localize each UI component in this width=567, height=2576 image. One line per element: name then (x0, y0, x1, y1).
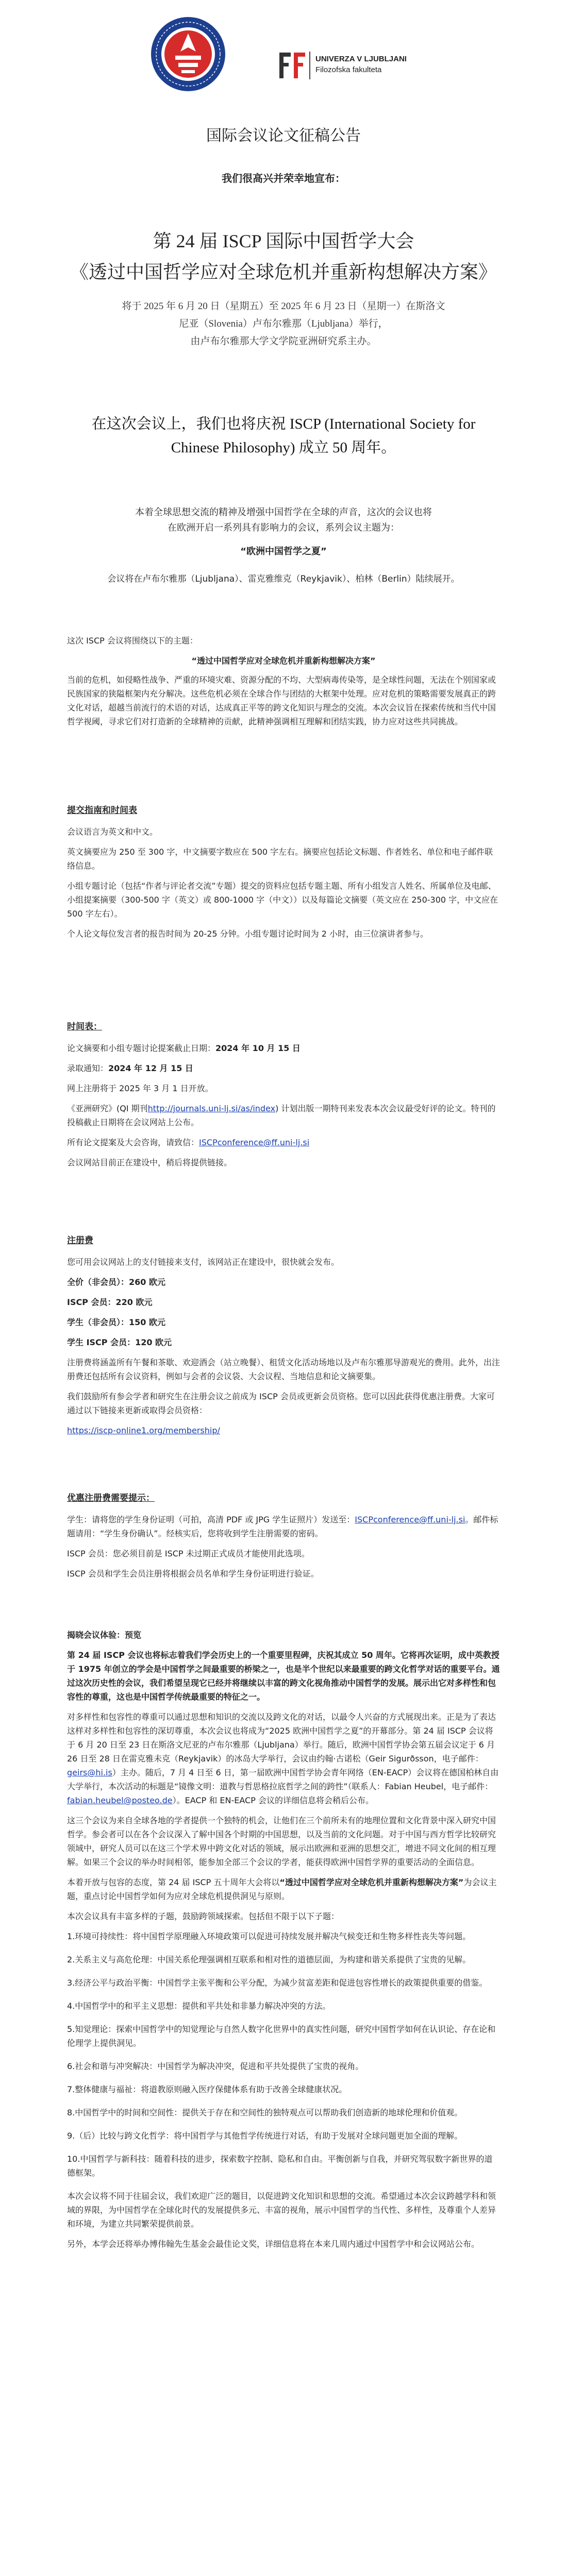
submit-prefix: 所有论文提案及大会咨询，请致信： (67, 1138, 199, 1147)
intro-line: 本着全球思想交流的精神及增强中国哲学在全球的声音，这次的会议也将 (135, 507, 432, 518)
website-note: 会议网站目前正在建设中，稍后将提供链接。 (67, 1158, 232, 1167)
student-email-link[interactable]: ISCPconference@ff.uni-lj.si (355, 1515, 465, 1524)
intro-line: 在欧洲开启一系列具有影响力的会议，系列会议主题为： (168, 522, 399, 533)
conference-title-line1: 第 24 届 ISCP 国际中国哲学大会 (153, 231, 414, 251)
submit-contact (67, 1136, 500, 1149)
conference-theme: “透过中国哲学应对全球危机并重新构想解决方案” (191, 656, 376, 666)
submit-email-link[interactable]: ISCPconference@ff.uni-lj.si (199, 1138, 310, 1147)
para3-text: 为会议主题，重点讨论中国哲学如何为应对全球危机提供洞见与原则。 (67, 1877, 497, 1901)
para1-text: ）。EACP 和 EN-EACP 会议的详细信息将会稍后公布。 (172, 1795, 374, 1805)
submission-language: 会议语言为英文和中文。 (67, 827, 158, 837)
para1-text: ）主办。随后，7 月 4 日至 6 日，第一届欧洲中国哲学协会青年网络（EN-EACP）会议将在德国柏林自由大学举行，本次活动的标题是“镜像文明：道教与哲思格拉底哲学之间的跨性”（联系人：Fabian Heubel，电子邮件： (67, 1768, 499, 1791)
deadline-row (67, 1041, 500, 1055)
list-item: 4.中国哲学中的和平主义思想：提供和平共处和非暴力解决冲突的方法。 (67, 2001, 331, 2011)
preview-heading: 揭晓会议体验：预览 (67, 1630, 142, 1640)
schedule-heading: 时间表： (67, 1022, 102, 1032)
announcement-title: 国际会议论文征稿公告 (206, 127, 361, 144)
dates-line: 将于 2025 年 6 月 20 日（星期五）至 2025 年 6 月 23 日（星期一）在斯洛文 (122, 301, 445, 312)
university-name: UNIVERZA V LJUBLJANI (315, 55, 407, 63)
fees-section (67, 1234, 500, 1444)
series-cities: 会议将在卢布尔雅那（Ljubljana）、雷克雅维克（Reykjavik）、柏林（Berlin）陆续展开。 (107, 574, 460, 584)
fees-heading: 注册费 (67, 1235, 93, 1246)
list-item: 8.中国哲学中的时间和空间性：提供关于存在和空间性的独特观点可以帮助我们创造新的地球伦理和价值观。 (67, 2108, 463, 2117)
society-seal-logo (149, 15, 227, 93)
deadline-value: 2024 年 10 月 15 日 (215, 1043, 301, 1053)
submission-guidelines (67, 804, 500, 947)
theme-lead: 这次 ISCP 会议将围绕以下的主题： (67, 636, 198, 646)
faculty-name: Filozofska fakulteta (315, 65, 382, 74)
dates-line: 由卢布尔雅那大学文学院亚洲研究系主办。 (190, 336, 377, 347)
discount-section (67, 1492, 500, 1587)
discount-student (67, 1513, 500, 1540)
submission-time: 个人论文每位发言者的报告时间为 20-25 分钟。小组专题讨论时间为 2 小时，由三位演讲者参与。 (67, 929, 429, 939)
series-intro (67, 505, 500, 536)
deadline-label: 论文摘要和小组专题讨论提案截止日期： (67, 1043, 216, 1053)
para3-text: 本着开放与包容的态度，第 24 届 ISCP 五十周年大会将以 (67, 1877, 280, 1887)
geir-email-link[interactable]: geirs@hi.is (67, 1768, 112, 1777)
announcement-subheading: 我们很高兴并荣幸地宣布： (222, 173, 345, 184)
journal-prefix: 《亚洲研究》(QI 期刊 (67, 1104, 148, 1113)
anniversary-line: 在这次会议上，我们也将庆祝 ISCP (International Society for (91, 416, 476, 432)
para3-theme: “透过中国哲学应对全球危机并重新构想解决方案” (279, 1877, 464, 1887)
subtopics-list (67, 1929, 500, 2180)
fabian-email-link[interactable]: fabian.heubel@posteo.de (67, 1795, 173, 1805)
submission-heading: 提交指南和时间表 (67, 805, 137, 816)
anniversary-announcement (67, 412, 500, 460)
discount-heading: 优惠注册费需要提示： (67, 1493, 155, 1503)
fee-member-student: 学生 ISCP 会员：120 欧元 (67, 1337, 172, 1347)
header-logos (0, 15, 567, 93)
fee-member: ISCP 会员：220 欧元 (67, 1297, 153, 1307)
notice-row (67, 1061, 500, 1075)
journal-suffix: ) 计划出版一期特刊来发表本次会议最受好评的论文。特刊的投稿截止日期将在会议网站上公布。 (67, 1104, 496, 1127)
series-theme: “欧洲中国哲学之夏” (240, 546, 327, 557)
para1-text: 对多样性和包容性的尊重可以通过思想和知识的交流以及跨文化的对话，以最令人兴奋的方式展现出来。正是为了表达这样对多样性和包容性的深切尊重，本次会议也将成为“2025 欧洲中国哲学之夏”的开幕部分。第 24 届 ISCP 会议将于 6 月 20 日至 23 日在斯洛文尼亚的卢布尔雅那（Ljubljana）举行。随后，欧洲中国哲学协会第五届会议定于 6 月 26 日至 28 日在雷克雅未克（Reykjavik）的冰岛大学举行，会议由约翰·古诺松（Geir Sigurðsson，电子邮件： (67, 1712, 496, 1764)
preview-para1 (67, 1710, 500, 1807)
membership-link[interactable]: https://iscp-online1.org/membership/ (67, 1426, 220, 1435)
anniversary-line: Chinese Philosophy) 成立 50 周年。 (171, 439, 396, 456)
list-item: 2.关系主义与高危伦理：中国关系伦理强调相互联系和相对性的道德层面，为构建和谐关系提供了宝贵的见解。 (67, 1955, 471, 1964)
preview-para3 (67, 1875, 500, 1903)
conference-dates (88, 298, 479, 350)
discount-verify: ISCP 会员和学生会员注册将根据会员名单和学生身份证明进行验证。 (67, 1569, 319, 1579)
notice-value: 2024 年 12 月 15 日 (108, 1063, 193, 1073)
list-item: 7.整体健康与福祉：将道教原则融入医疗保健体系有助于改善全球健康状况。 (67, 2084, 347, 2094)
list-item: 3.经济公平与政治平衡：中国哲学主张平衡和公平分配，为减少贫富差距和促进包容性增长的政策提供重要的借鉴。 (67, 1978, 488, 1988)
list-item: 6.社会和谐与冲突解决：中国哲学为解决冲突，促进和平共处提供了宝贵的视角。 (67, 2061, 364, 2071)
fees-note: 您可用会议网站上的支付链接来支付，该网站正在建设中，很快就会发布。 (67, 1257, 340, 1267)
preview-para2: 这三个会议为来自全球各地的学者提供一个独特的机会，让他们在三个前所未有的地理位置和文化背景中深入研究中国哲学。参会者可以在各个会议深入了解中国各个时期的中国思想，以及当前的文化问题。对于中国与西方哲学比较研究领域中，研究人员可以在这三个学术界中跨文化对话的领域，展示出欧洲和亚洲的思想交汇，增进不同文化间的相互理解。如果三个会议的举办时间相邻，能参加全部三个会议的学者，能获得欧洲中国哲学界的重要活动的全面信息。 (67, 1816, 496, 1867)
university-logo (278, 50, 433, 81)
dates-line: 尼亚（Slovenia）卢布尔雅那（Ljubljana）举行， (179, 318, 388, 329)
preview-section (67, 1628, 500, 2257)
registration-opening: 网上注册将于 2025 年 3 月 1 日开放。 (67, 1083, 213, 1093)
fees-encourage: 我们鼓励所有参会学者和研究生在注册会议之前成为 ISCP 会员或更新会员资格。您可以因此获得优惠注册费。大家可通过以下链接来更新或取得会员资格： (67, 1392, 495, 1415)
schedule-section (67, 1020, 500, 1176)
theme-section (67, 634, 500, 735)
conference-title-line2: 《透过中国哲学应对全球危机并重新构想解决方案》 (70, 262, 497, 282)
student-prefix: 学生：请将您的学生身份证明（可拍，高清 PDF 或 JPG 学生证照片）发送至： (67, 1515, 355, 1524)
university-name-block (315, 54, 407, 75)
submission-abstract: 英文摘要应为 250 至 300 字，中文摘要字数应在 500 字左右。摘要应包括论文标题、作者姓名、单位和电子邮件联络信息。 (67, 847, 493, 871)
fee-student: 学生（非会员）：150 欧元 (67, 1317, 165, 1327)
student-suffix: 。邮件标题请用：“学生身份确认”。经核实后，您将收到学生注册需要的密码。 (67, 1515, 498, 1538)
list-item: 5.知觉理论：探索中国哲学中的知觉理论与自然人数字化世界中的真实性问题，研究中国哲学如何在认识论、存在论和伦理学上提供洞见。 (67, 2024, 496, 2048)
subtopics-lead: 本次会议具有丰富多样的子题，鼓励跨领域探索。包括但不限于以下子题： (67, 1911, 340, 1921)
closing-para1: 本次会议将不同于往届会议，我们欢迎广泛的题目，以促进跨文化知识和思想的交流。希望通过本次会议跨越学科和领域的界限，为中国哲学在全球化时代的发展提供多元、丰富的视角，展示中国哲学的当代性、多样性，及尊重个人差异和环境，为建立共同繁荣提供前景。 (67, 2191, 496, 2229)
notice-label: 录取通知： (67, 1063, 109, 1073)
list-item: 10.中国哲学与新科技：随着科技的进步，探索数字控制、隐私和自由。平衡创新与自我，并研究驾驭数字新世界的道德框架。 (67, 2154, 493, 2178)
logo-divider (309, 52, 310, 79)
list-item: 1.环境可持续性：将中国哲学原理融入环境政策可以促进可持续发展并解决气候变迁和生物多样性丧失等问题。 (67, 1931, 471, 1941)
discount-member: ISCP 会员：您必须目前是 ISCP 未过期正式成员才能使用此选项。 (67, 1549, 310, 1558)
submission-panel: 小组专题讨论（包括“作者与评论者交流”专题）提交的资料应包括专题主题、所有小组发言人姓名、所属单位及电邮、小组提案摘要（300-500 字（英文）或 800-1000 字（中文））以及每篇论文摘要（英文应在 250-300 字，中文应在 500 字左右）。 (67, 881, 498, 919)
theme-body: 当前的危机，如侵略性战争、严重的环境灾难、资源分配的不均、大型病毒传染等，是全球性问题，无法在个别国家或民族国家的狭隘框架内充分解决。这些危机必须在全球合作与团结的大框架中处理。应对危机的策略需要发展真正的跨文化对话，超越当前流行的术语的对话，达成真正平等的跨文化知识与理念的交流。本次会议旨在探索传统和当代中国哲学视阈，寻求它们对打造新的全球精神的贡献，此精神强调相互理解和团结实践，协力应对这些共同挑战。 (67, 675, 496, 726)
fee-full: 全价（非会员）：260 欧元 (67, 1277, 165, 1287)
journal-link[interactable]: http://journals.uni-lj.si/as/index (147, 1104, 276, 1113)
fees-includes: 注册费将涵盖所有午餐和茶歇、欢迎酒会（站立晚餐）、租赁文化活动场地以及卢布尔雅那导游观光的费用。此外，出注册费还包括所有会议资料，例如与会者的会议袋、大会议程、当地信息和论文摘要集。 (67, 1358, 501, 1381)
journal-note (67, 1101, 500, 1129)
ff-logo-icon (278, 50, 308, 80)
closing-para2: 另外，本学会还将举办博伟翰先生基金会最佳论文奖，详细信息将在本来几周内通过中国哲学中和会议网站公布。 (67, 2239, 480, 2249)
list-item: 9.（后）比较与跨文化哲学：将中国哲学与其他哲学传统进行对话，有助于发展对全球问题更加全面的理解。 (67, 2131, 463, 2141)
preview-bold-intro: 第 24 届 ISCP 会议也将标志着我们学会历史上的一个重要里程碑，庆祝其成立 50 周年。它将再次证明，成中英教授于 1975 年创立的学会是中国哲学之间最重要的桥梁之一，也是半个世纪以来最重要的跨文化哲学对话的重要平台。通过这次历史性的会议，我们希望呈现它已经并将继续以丰富的跨文化视角推动中国哲学的发展。展示出它对多样性和包容性的尊重，这也是中国哲学传统最重要的特征之一。 (67, 1650, 500, 1702)
